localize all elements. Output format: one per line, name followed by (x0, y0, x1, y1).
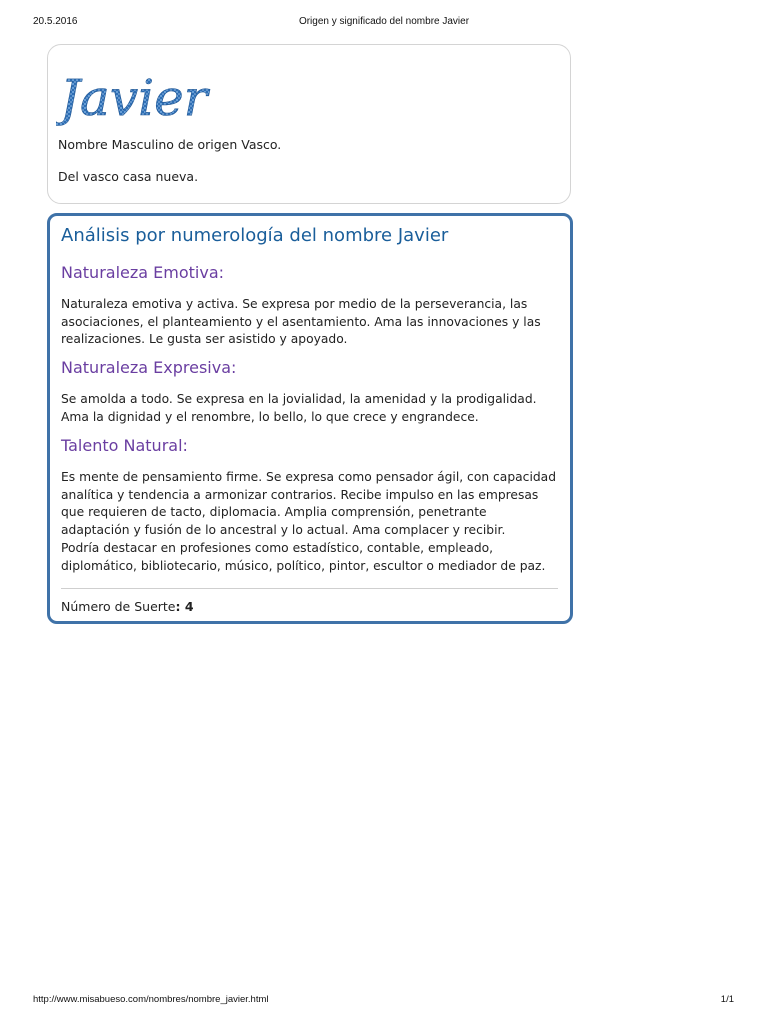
section-title-expresiva: Naturaleza Expresiva: (61, 358, 237, 377)
numerology-card (47, 213, 573, 624)
divider (61, 588, 558, 589)
lucky-number-label: Número de Suerte (61, 599, 176, 614)
print-date: 20.5.2016 (33, 16, 78, 27)
print-header (0, 16, 768, 30)
section-title-emotiva: Naturaleza Emotiva: (61, 263, 225, 282)
lucky-number: Número de Suerte: 4 (61, 599, 194, 614)
name-description: Nombre Masculino de origen Vasco. (58, 137, 282, 152)
section-text-expresiva: Se amolda a todo. Se expresa en la jovialidad, la amenidad y la prodigalidad. Ama la dignidad y el renombre, lo bello, lo que crece y engrandece. (61, 392, 537, 424)
print-url: http://www.misabueso.com/nombres/nombre_javier.html (33, 994, 269, 1005)
section-text-emotiva: Naturaleza emotiva y activa. Se expresa por medio de la perseverancia, las asociaciones, el planteamiento y el asentamiento. Ama las innovaciones y las realizaciones. Le gusta ser asistido y apoyado. (61, 297, 541, 347)
section-text-talento-2: Podría destacar en profesiones como estadístico, contable, empleado, diplomático, bibliotecario, músico, político, pintor, escultor o mediador de paz. (61, 541, 546, 573)
print-page-number: 1/1 (720, 994, 734, 1005)
lucky-number-value: 4 (184, 599, 194, 614)
logo-text: Javier (60, 69, 208, 127)
name-meaning: Del vasco casa nueva. (58, 169, 199, 184)
section-title-talento: Talento Natural: (61, 436, 188, 455)
name-logo (56, 63, 216, 133)
print-title: Origen y significado del nombre Javier (298, 16, 470, 27)
print-footer (0, 994, 768, 1008)
name-card (47, 44, 571, 204)
section-text-talento: Es mente de pensamiento firme. Se expresa como pensador ágil, con capacidad analítica y tendencia a armonizar contrarios. Recibe impulso en las empresas que requieren de tacto, diplomacia. Amplia comprensión, penetrante adaptación y fusión de lo ancestral y lo actual. Ama complacer y recibir. (61, 470, 557, 538)
numerology-heading: Análisis por numerología del nombre Javier (61, 225, 449, 246)
